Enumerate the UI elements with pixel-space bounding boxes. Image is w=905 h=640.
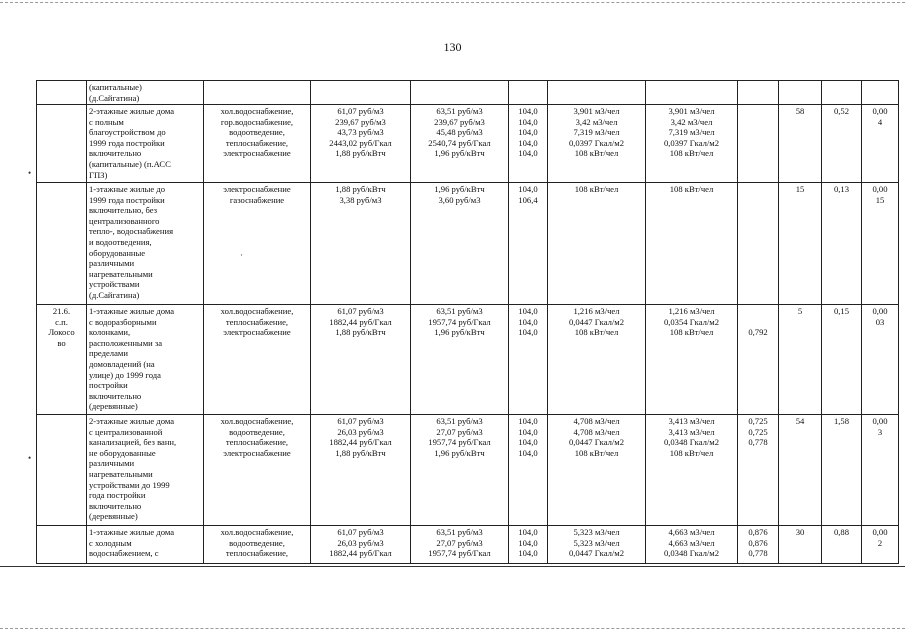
cell-tariff-new: 63,51 руб/м3 1957,74 руб/Гкал 1,96 руб/кВтч (411, 305, 509, 415)
cell-section (37, 415, 87, 526)
scan-dot: • (28, 168, 32, 178)
cell-tariff-old: 61,07 руб/м3 26,03 руб/м3 1882,44 руб/Гкал 1,88 руб/кВтч (311, 415, 411, 526)
cell-norm-old: 5,323 м3/чел 5,323 м3/чел 0,0447 Гкал/м2 (548, 526, 646, 564)
scan-edge-bottom (0, 628, 905, 630)
cell-category: 1-этажные жилые дома с водоразборными колонками, расположенными за пределами домовладений (на улице) до 1999 года постройки включительно (деревянные) (87, 305, 204, 415)
cell-share: 0,13 (822, 183, 862, 305)
cell-count: 30 (779, 526, 822, 564)
cell-category: 1-этажные жилые дома с холодным водоснабжением, с (87, 526, 204, 564)
table-row (37, 105, 899, 183)
cell-section (37, 183, 87, 305)
cell-coef (738, 183, 779, 305)
table-row (37, 81, 899, 105)
cell-norm-old: 4,708 м3/чел 4,708 м3/чел 0,0447 Гкал/м2 108 кВт/чел (548, 415, 646, 526)
cell-section (37, 526, 87, 564)
cell-coef: 0,792 (738, 305, 779, 415)
cell-coef (738, 81, 779, 105)
table-row (37, 305, 899, 415)
cell-tariff-new: 63,51 руб/м3 27,07 руб/м3 1957,74 руб/Гкал 1,96 руб/кВтч (411, 415, 509, 526)
cell-services: хол.водоснабжение, водоотведение, теплоснабжение, (204, 526, 311, 564)
cell-services (204, 81, 311, 105)
page-number: 130 (443, 40, 462, 54)
tariff-table (36, 80, 899, 564)
cell-percent: 0,00 3 (862, 415, 899, 526)
cell-coef: 0,725 0,725 0,778 (738, 415, 779, 526)
cell-tariff-old: 61,07 руб/м3 26,03 руб/м3 1882,44 руб/Гкал (311, 526, 411, 564)
cell-norm-old: 1,216 м3/чел 0,0447 Гкал/м2 108 кВт/чел (548, 305, 646, 415)
cell-percent: 0,00 15 (862, 183, 899, 305)
cell-share: 1,58 (822, 415, 862, 526)
cell-tariff-new: 63,51 руб/м3 239,67 руб/м3 45,48 руб/м3 2540,74 руб/Гкал 1,96 руб/кВтч (411, 105, 509, 183)
cell-norm-old (548, 81, 646, 105)
cell-tariff-old: 61,07 руб/м3 239,67 руб/м3 43,73 руб/м3 2443,02 руб/Гкал 1,88 руб/кВтч (311, 105, 411, 183)
table-row (37, 183, 899, 305)
scan-dot: · (240, 250, 243, 260)
cell-norm-new: 4,663 м3/чел 4,663 м3/чел 0,0348 Гкал/м2 (646, 526, 738, 564)
cell-norm-old: 108 кВт/чел (548, 183, 646, 305)
cell-category: (капитальные) (д.Сайгатина) (87, 81, 204, 105)
cell-count: 5 (779, 305, 822, 415)
cell-tariff-new: 63,51 руб/м3 27,07 руб/м3 1957,74 руб/Гкал (411, 526, 509, 564)
cell-percent: 0,00 03 (862, 305, 899, 415)
cell-percent: 0,00 4 (862, 105, 899, 183)
cell-norm-new: 1,216 м3/чел 0,0354 Гкал/м2 108 кВт/чел (646, 305, 738, 415)
cell-index: 104,0 104,0 104,0 (509, 526, 548, 564)
cell-index: 104,0 104,0 104,0 104,0 (509, 415, 548, 526)
cell-category: 2-этажные жилые дома с централизованной канализацией, без ванн, не оборудованные различными нагревательными устройствами до 1999 года постройки включительно (деревянные) (87, 415, 204, 526)
cell-norm-new: 3,413 м3/чел 3,413 м3/чел 0,0348 Гкал/м2 108 кВт/чел (646, 415, 738, 526)
cell-index (509, 81, 548, 105)
cell-index: 104,0 104,0 104,0 (509, 305, 548, 415)
cell-tariff-old: 1,88 руб/кВтч 3,38 руб/м3 (311, 183, 411, 305)
cell-category: 2-этажные жилые дома с полным благоустройством до 1999 года постройки включительно (капитальные) (п.АСС ГПЗ) (87, 105, 204, 183)
scan-edge-top (0, 2, 905, 4)
cell-percent (862, 81, 899, 105)
cell-index: 104,0 106,4 (509, 183, 548, 305)
cell-norm-new (646, 81, 738, 105)
cell-coef (738, 105, 779, 183)
table-row (37, 415, 899, 526)
cell-count: 15 (779, 183, 822, 305)
cell-services: хол.водоснабжение, водоотведение, теплоснабжение, электроснабжение (204, 415, 311, 526)
cell-services: хол.водоснабжение, теплоснабжение, электроснабжение (204, 305, 311, 415)
cell-count: 54 (779, 415, 822, 526)
cell-count: 58 (779, 105, 822, 183)
cell-share: 0,88 (822, 526, 862, 564)
table-row (37, 526, 899, 564)
cell-share: 0,15 (822, 305, 862, 415)
cell-tariff-new: 1,96 руб/кВтч 3,60 руб/м3 (411, 183, 509, 305)
cell-coef: 0,876 0,876 0,778 (738, 526, 779, 564)
scan-dot: • (28, 453, 32, 463)
cell-services: хол.водоснабжение, гор.водоснабжение, водоотведение, теплоснабжение, электроснабжение (204, 105, 311, 183)
cell-section: 21.6. с.п. Локосо во (37, 305, 87, 415)
cell-section (37, 81, 87, 105)
cell-percent: 0,00 2 (862, 526, 899, 564)
cell-tariff-new (411, 81, 509, 105)
cell-share (822, 81, 862, 105)
cell-norm-new: 3,901 м3/чел 3,42 м3/чел 7,319 м3/чел 0,0397 Гкал/м2 108 кВт/чел (646, 105, 738, 183)
cell-count (779, 81, 822, 105)
cell-section (37, 105, 87, 183)
cell-tariff-old (311, 81, 411, 105)
cell-norm-new: 108 кВт/чел (646, 183, 738, 305)
cell-category: 1-этажные жилые до 1999 года постройки включительно, без централизованного тепло-, водоснабжения и водоотведения, оборудованные различными нагревательными устройствами (д.Сайгатина) (87, 183, 204, 305)
scan-edge-bottom-rule (0, 566, 905, 567)
cell-services: электроснабжение газоснабжение (204, 183, 311, 305)
cell-norm-old: 3,901 м3/чел 3,42 м3/чел 7,319 м3/чел 0,0397 Гкал/м2 108 кВт/чел (548, 105, 646, 183)
cell-tariff-old: 61,07 руб/м3 1882,44 руб/Гкал 1,88 руб/кВтч (311, 305, 411, 415)
cell-share: 0,52 (822, 105, 862, 183)
cell-index: 104,0 104,0 104,0 104,0 104,0 (509, 105, 548, 183)
